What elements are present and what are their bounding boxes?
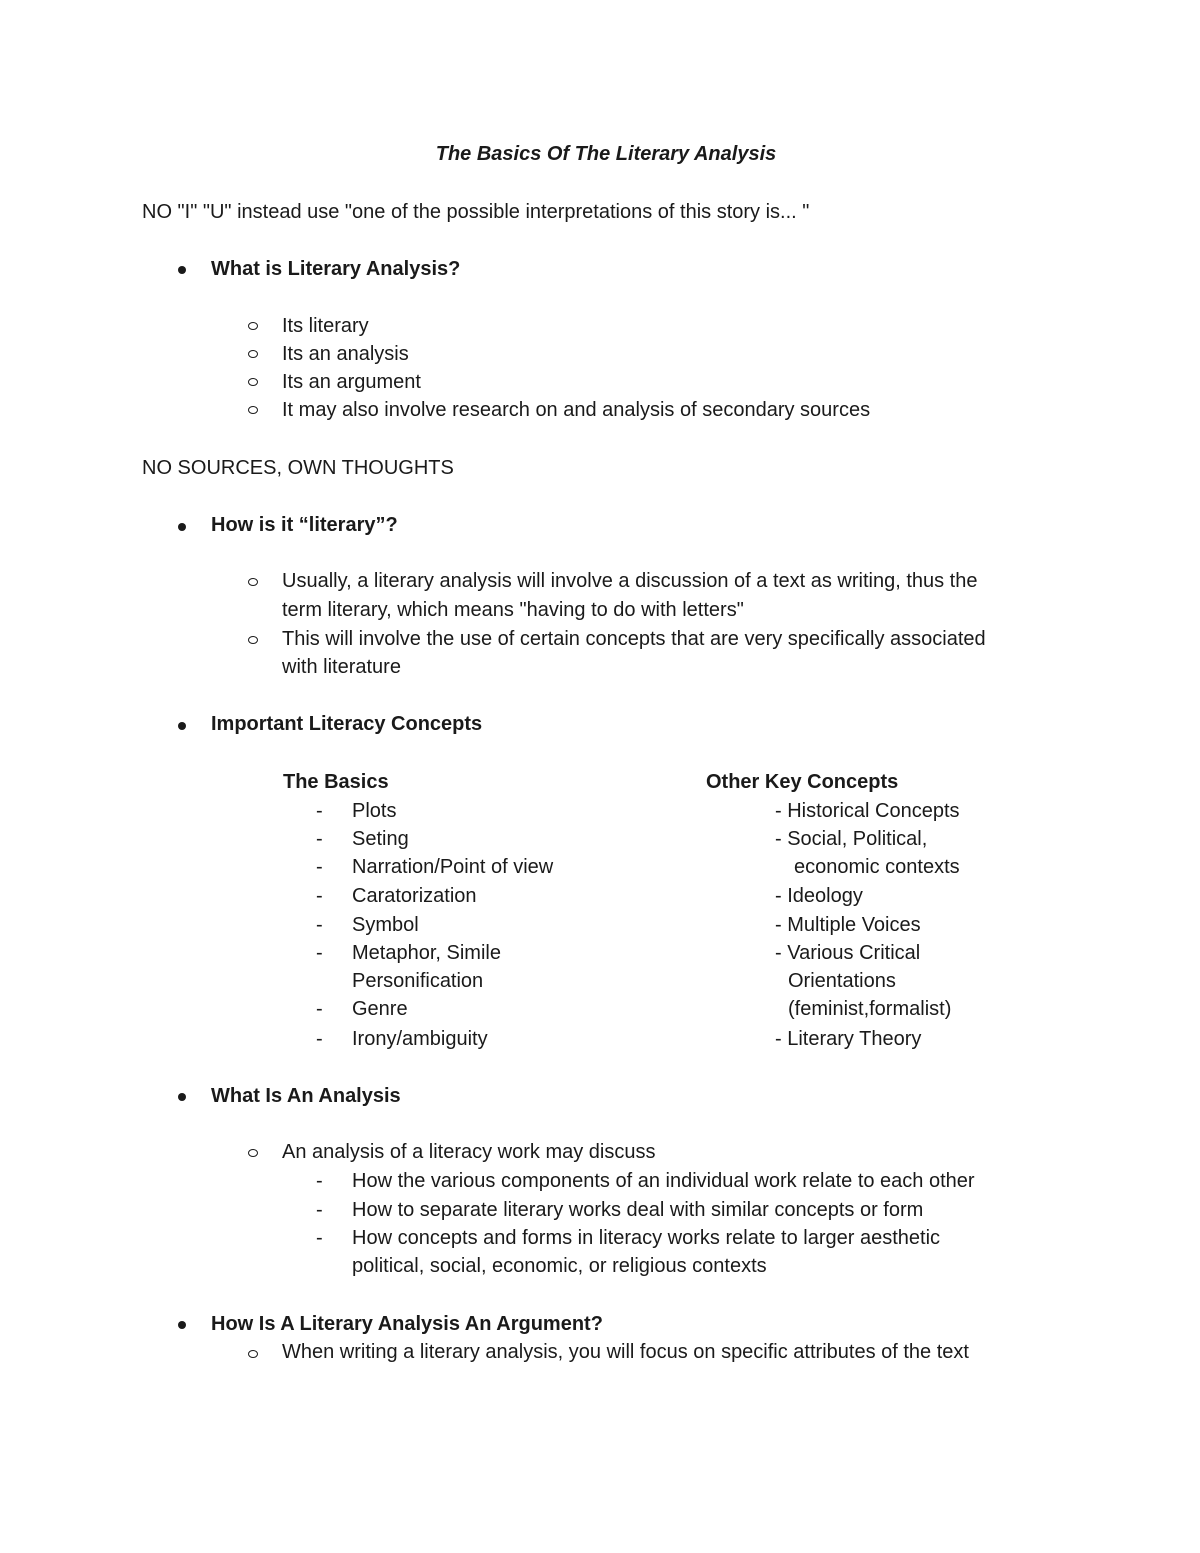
sub-list-item: How concepts and forms in literacy works relate to larger aesthetic bbox=[352, 1227, 941, 1249]
dash-bullet: - bbox=[316, 1028, 323, 1050]
sub-list-item: How the various components of an individual work relate to each other bbox=[352, 1170, 975, 1192]
other-concept-item: - Social, Political, bbox=[775, 828, 928, 850]
circle-bullet-icon bbox=[248, 378, 258, 386]
list-item-line: Usually, a literary analysis will involve a discussion of a text as writing, thus the bbox=[282, 570, 978, 592]
other-concept-item: - Historical Concepts bbox=[775, 800, 960, 822]
bullet-icon bbox=[178, 1321, 186, 1329]
document-title: The Basics Of The Literary Analysis bbox=[435, 143, 777, 165]
dash-bullet: - bbox=[316, 828, 323, 850]
circle-bullet-icon bbox=[248, 636, 258, 644]
list-item-line: with literature bbox=[282, 656, 401, 678]
bullet-icon bbox=[178, 523, 186, 531]
list-item-line: term literary, which means "having to do with letters" bbox=[282, 599, 744, 621]
basics-item: Narration/Point of view bbox=[352, 856, 554, 878]
other-concept-item: - Ideology bbox=[775, 885, 863, 907]
basics-item: Symbol bbox=[352, 914, 419, 936]
other-concept-item: economic contexts bbox=[794, 856, 960, 878]
dash-bullet: - bbox=[316, 885, 323, 907]
list-item: Its literary bbox=[282, 315, 369, 337]
dash-bullet: - bbox=[316, 1170, 323, 1192]
heading-what-is-literary-analysis: What is Literary Analysis? bbox=[211, 258, 461, 280]
list-item: When writing a literary analysis, you will focus on specific attributes of the text bbox=[282, 1341, 969, 1363]
other-concept-item: - Literary Theory bbox=[775, 1028, 922, 1050]
other-concepts-heading: Other Key Concepts bbox=[706, 771, 899, 793]
sub-list-item: political, social, economic, or religious contexts bbox=[352, 1255, 767, 1277]
basics-item: Metaphor, Simile bbox=[352, 942, 501, 964]
bullet-icon bbox=[178, 266, 186, 274]
circle-bullet-icon bbox=[248, 1350, 258, 1358]
list-item-line: This will involve the use of certain concepts that are very specifically associated bbox=[282, 628, 986, 650]
circle-bullet-icon bbox=[248, 1149, 258, 1157]
other-concept-item: (feminist,formalist) bbox=[788, 998, 952, 1020]
basics-item: Seting bbox=[352, 828, 409, 850]
heading-important-literacy-concepts: Important Literacy Concepts bbox=[211, 713, 483, 735]
sub-list-item: How to separate literary works deal with similar concepts or form bbox=[352, 1199, 924, 1221]
dash-bullet: - bbox=[316, 998, 323, 1020]
dash-bullet: - bbox=[316, 800, 323, 822]
bullet-icon bbox=[178, 722, 186, 730]
other-concept-item: - Multiple Voices bbox=[775, 914, 921, 936]
heading-what-is-an-analysis: What Is An Analysis bbox=[211, 1085, 401, 1107]
list-item: An analysis of a literacy work may discuss bbox=[282, 1141, 656, 1163]
list-item: Its an analysis bbox=[282, 343, 409, 365]
heading-how-is-it-literary: How is it “literary”? bbox=[211, 514, 398, 536]
other-concept-item: Orientations bbox=[788, 970, 896, 992]
circle-bullet-icon bbox=[248, 322, 258, 330]
heading-how-is-literary-analysis-argument: How Is A Literary Analysis An Argument? bbox=[211, 1313, 603, 1335]
dash-bullet: - bbox=[316, 942, 323, 964]
list-item: Its an argument bbox=[282, 371, 421, 393]
note-pronouns: NO "I" "U" instead use "one of the possible interpretations of this story is... " bbox=[142, 201, 810, 223]
list-item: It may also involve research on and analysis of secondary sources bbox=[282, 399, 871, 421]
circle-bullet-icon bbox=[248, 578, 258, 586]
basics-item: Plots bbox=[352, 800, 397, 822]
other-concept-item: - Various Critical bbox=[775, 942, 921, 964]
basics-item: Genre bbox=[352, 998, 408, 1020]
dash-bullet: - bbox=[316, 856, 323, 878]
dash-bullet: - bbox=[316, 1227, 323, 1249]
basics-item: Personification bbox=[352, 970, 484, 992]
dash-bullet: - bbox=[316, 914, 323, 936]
circle-bullet-icon bbox=[248, 406, 258, 414]
basics-heading: The Basics bbox=[283, 771, 389, 793]
bullet-icon bbox=[178, 1093, 186, 1101]
basics-item: Irony/ambiguity bbox=[352, 1028, 488, 1050]
dash-bullet: - bbox=[316, 1199, 323, 1221]
basics-item: Caratorization bbox=[352, 885, 477, 907]
circle-bullet-icon bbox=[248, 350, 258, 358]
note-sources: NO SOURCES, OWN THOUGHTS bbox=[142, 457, 454, 479]
